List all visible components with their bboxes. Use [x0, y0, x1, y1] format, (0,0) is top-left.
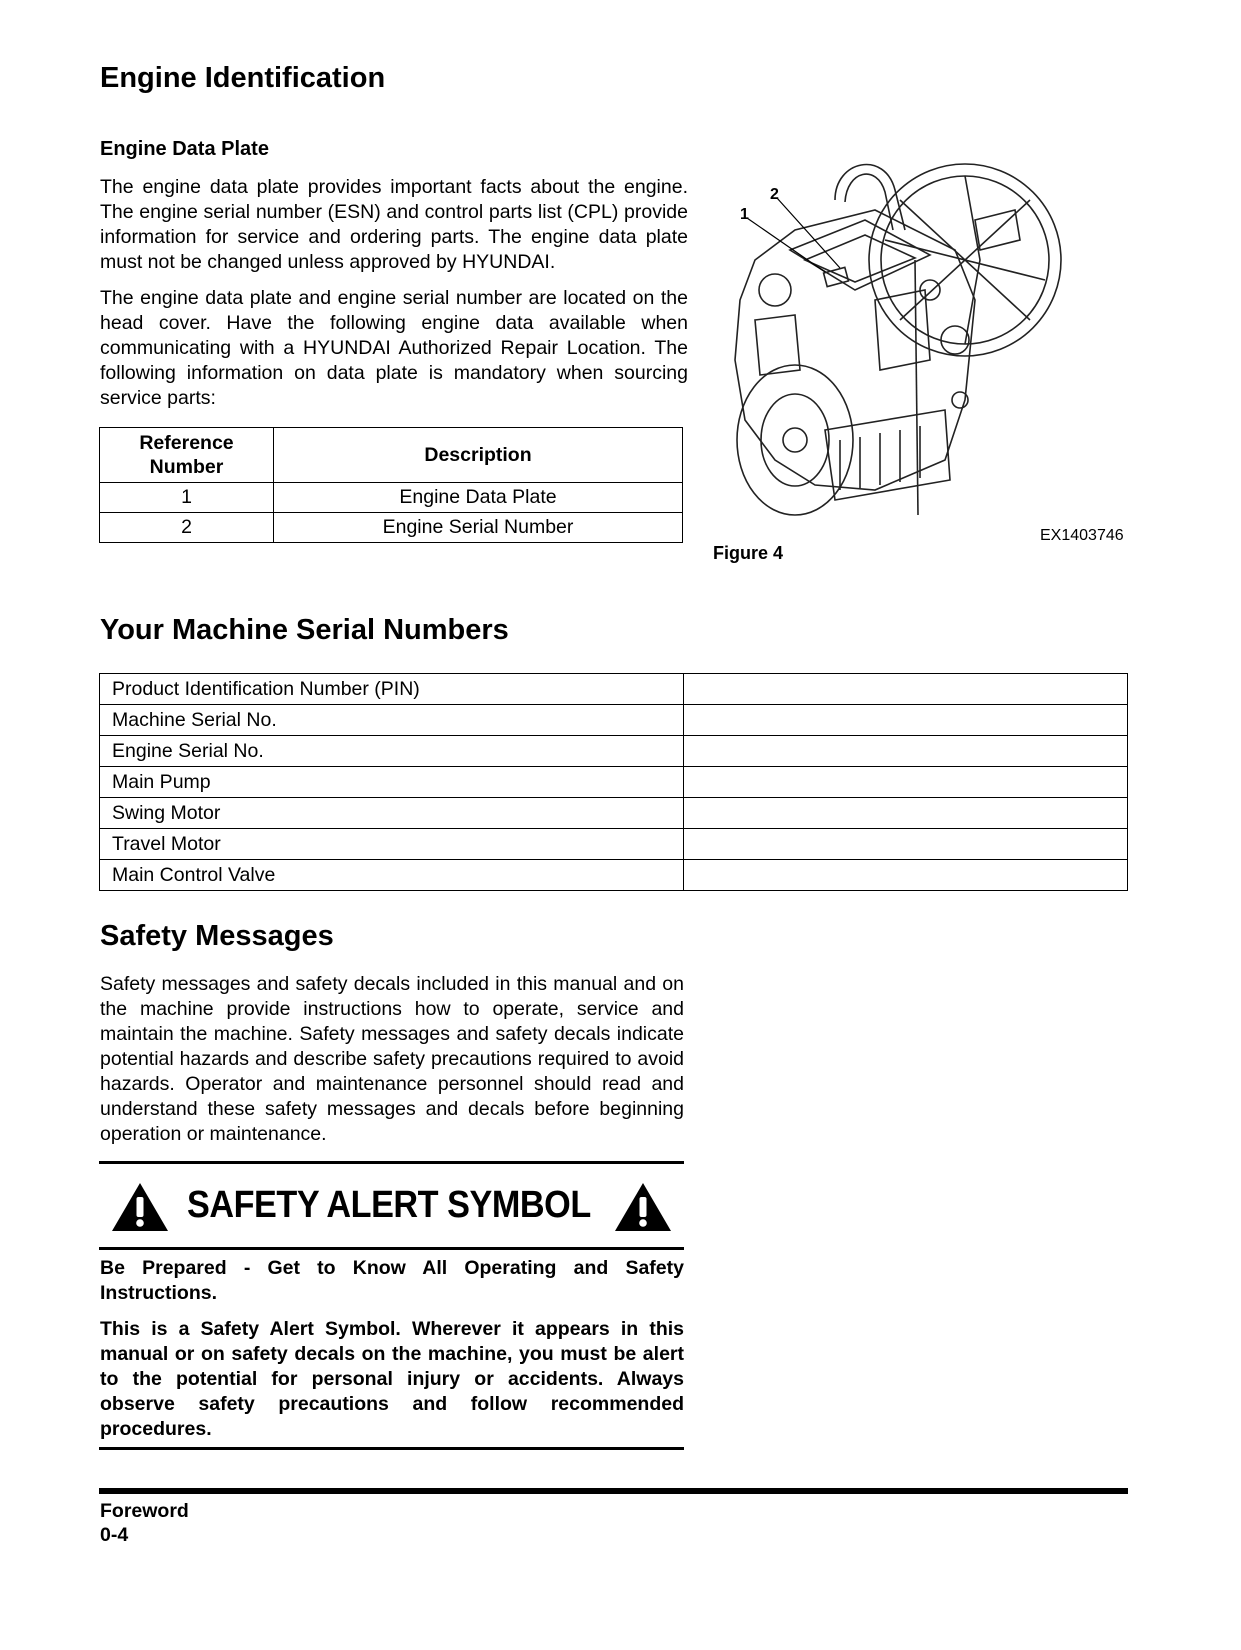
- safety-messages-paragraph: Safety messages and safety decals included in this manual and on the machine provide instructions how to operate, service and maintain the machine. Safety messages and safety decals indicate potential hazards and describe safety precautions required to avoid hazards. Operator and maintenance personnel should read and understand these safety messages and decals before beginning operation or maintenance.: [100, 973, 684, 1145]
- serial-label-cell: Main Control Valve: [100, 860, 684, 891]
- table-row: [100, 736, 1128, 767]
- serial-value-cell[interactable]: [684, 736, 1128, 767]
- reference-cell: 1: [100, 483, 274, 513]
- warning-triangle-icon: [110, 1181, 170, 1233]
- safety-alert-paragraph-1: Be Prepared - Get to Know All Operating and Safety Instructions.: [100, 1257, 684, 1304]
- serial-value-cell[interactable]: [684, 767, 1128, 798]
- serial-label-cell: Engine Serial No.: [100, 736, 684, 767]
- safety-alert-paragraph-2: This is a Safety Alert Symbol. Wherever it appears in this manual or on safety decals on the machine, you must be alert to the potential for personal injury or accidents. Always observe safety precautions and follow recommended procedures.: [100, 1318, 684, 1440]
- alert-middle-rule: [99, 1247, 684, 1250]
- serial-value-cell[interactable]: [684, 829, 1128, 860]
- serial-value-cell[interactable]: [684, 860, 1128, 891]
- table-row: [100, 829, 1128, 860]
- serial-numbers-heading: Your Machine Serial Numbers: [100, 614, 509, 646]
- table-row: [100, 798, 1128, 829]
- engine-data-plate-paragraph-1: The engine data plate provides important facts about the engine. The engine serial number (ESN) and control parts list (CPL) provide information for service and ordering parts. The engine data plate must not be changed unless approved by HYUNDAI.: [100, 176, 688, 273]
- warning-triangle-icon: [613, 1181, 673, 1233]
- table-row: [100, 767, 1128, 798]
- description-cell: Engine Data Plate: [274, 483, 683, 513]
- serial-numbers-table: [99, 673, 1128, 891]
- table-row: [100, 513, 683, 543]
- serial-label-cell: Product Identification Number (PIN): [100, 674, 684, 705]
- serial-value-cell[interactable]: [684, 705, 1128, 736]
- table-row: [100, 860, 1128, 891]
- safety-alert-title: SAFETY ALERT SYMBOL: [187, 1184, 591, 1226]
- description-header: Description: [274, 428, 683, 483]
- serial-value-cell[interactable]: [684, 798, 1128, 829]
- serial-label-cell: Main Pump: [100, 767, 684, 798]
- engine-data-plate-paragraph-2: The engine data plate and engine serial number are located on the head cover. Have the following engine data available when communicating with a HYUNDAI Authorized Repair Location. The following information on data plate is mandatory when sourcing service parts:: [100, 287, 688, 409]
- figure-image-code: EX1403746: [1040, 527, 1124, 544]
- reference-cell: 2: [100, 513, 274, 543]
- serial-label-cell: Travel Motor: [100, 829, 684, 860]
- figure-callout-1: 1: [740, 206, 749, 223]
- reference-table: [99, 427, 683, 543]
- figure-callout-2: 2: [770, 186, 779, 203]
- serial-label-cell: Machine Serial No.: [100, 705, 684, 736]
- serial-value-cell[interactable]: [684, 674, 1128, 705]
- safety-messages-heading: Safety Messages: [100, 920, 334, 952]
- table-row: [100, 674, 1128, 705]
- alert-top-rule: [99, 1161, 684, 1164]
- engine-identification-heading: Engine Identification: [100, 62, 386, 94]
- footer-rule: [99, 1488, 1128, 1494]
- table-row: [100, 483, 683, 513]
- figure-caption: Figure 4: [713, 543, 784, 563]
- description-cell: Engine Serial Number: [274, 513, 683, 543]
- footer-section: Foreword: [100, 1500, 189, 1522]
- engine-data-plate-subheading: Engine Data Plate: [100, 138, 269, 160]
- alert-bottom-rule: [99, 1447, 684, 1450]
- serial-label-cell: Swing Motor: [100, 798, 684, 829]
- footer-page-number: 0-4: [100, 1524, 129, 1546]
- reference-number-header: Reference Number: [100, 428, 274, 483]
- table-row: [100, 705, 1128, 736]
